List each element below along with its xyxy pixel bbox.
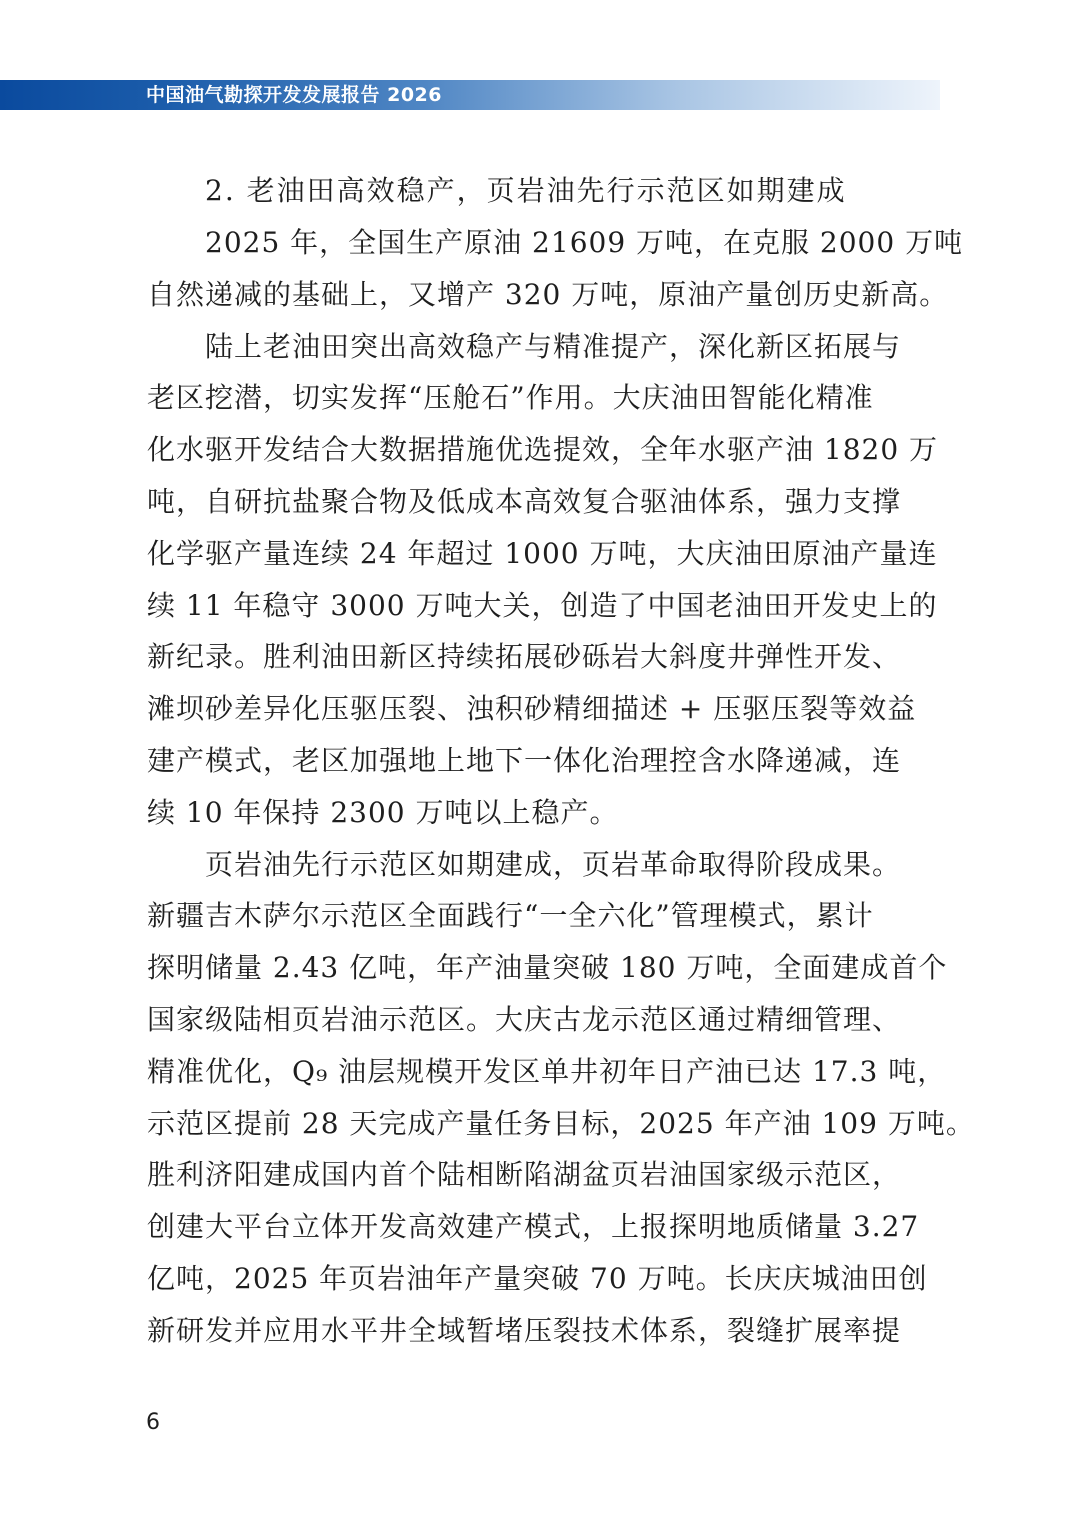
- text-line: 创建大平台立体开发高效建产模式，上报探明地质储量 3.27: [147, 1210, 920, 1244]
- text-line: 续 11 年稳守 3000 万吨大关，创造了中国老油田开发史上的: [147, 588, 938, 622]
- text-line: 化学驱产量连续 24 年超过 1000 万吨，大庆油田原油产量连: [147, 536, 938, 570]
- header-band: [0, 80, 940, 110]
- text-line: 陆上老油田突出高效稳产与精准提产，深化新区拓展与: [205, 329, 902, 363]
- section-heading: 2. 老油田高效稳产，页岩油先行示范区如期建成: [205, 174, 847, 207]
- text-line: 续 10 年保持 2300 万吨以上稳产。: [147, 795, 619, 829]
- text-line: 探明储量 2.43 亿吨，年产油量突破 180 万吨，全面建成首个: [147, 951, 948, 985]
- running-header-title: 中国油气勘探开发发展报告 2026: [146, 84, 442, 106]
- paragraph: [147, 839, 975, 1357]
- text-line: 精准优化，Q₉ 油层规模开发区单井初年日产油已达 17.3 吨，: [147, 1054, 947, 1088]
- page-number: 6: [146, 1410, 160, 1435]
- text-line: 新疆吉木萨尔示范区全面践行“一全六化”管理模式，累计: [147, 899, 874, 933]
- text-line: 化水驱开发结合大数据措施优选提效，全年水驱产油 1820 万: [147, 433, 939, 467]
- text-line: 胜利济阳建成国内首个陆相断陷湖盆页岩油国家级示范区，: [147, 1158, 902, 1192]
- text-line: 建产模式，老区加强地上地下一体化治理控含水降递减，连: [147, 743, 902, 777]
- text-line: 滩坝砂差异化压驱压裂、浊积砂精细描述 + 压驱压裂等效益: [147, 692, 917, 726]
- body-content: [147, 165, 975, 1357]
- text-line: 吨，自研抗盐聚合物及低成本高效复合驱油体系，强力支撑: [147, 484, 902, 518]
- text-line: 自然递减的基础上，又增产 320 万吨，原油产量创历史新高。: [147, 277, 949, 311]
- text-line: 新研发并应用水平井全域暂堵压裂技术体系，裂缝扩展率提: [147, 1313, 902, 1347]
- text-line: 2025 年，全国生产原油 21609 万吨，在克服 2000 万吨: [205, 226, 964, 259]
- text-line: 亿吨，2025 年页岩油年产量突破 70 万吨。长庆庆城油田创: [147, 1261, 928, 1295]
- text-line: 老区挖潜，切实发挥“压舱石”作用。大庆油田智能化精准: [147, 381, 874, 415]
- paragraph: [147, 217, 964, 321]
- text-line: 国家级陆相页岩油示范区。大庆古龙示范区通过精细管理、: [147, 1002, 902, 1036]
- text-line: 新纪录。胜利油田新区持续拓展砂砾岩大斜度井弹性开发、: [147, 640, 902, 674]
- paragraphs-container: [147, 217, 975, 1357]
- text-line: 示范区提前 28 天完成产量任务目标，2025 年产油 109 万吨。: [147, 1106, 975, 1140]
- text-line: 页岩油先行示范区如期建成，页岩革命取得阶段成果。: [205, 847, 902, 881]
- paragraph: [147, 321, 947, 839]
